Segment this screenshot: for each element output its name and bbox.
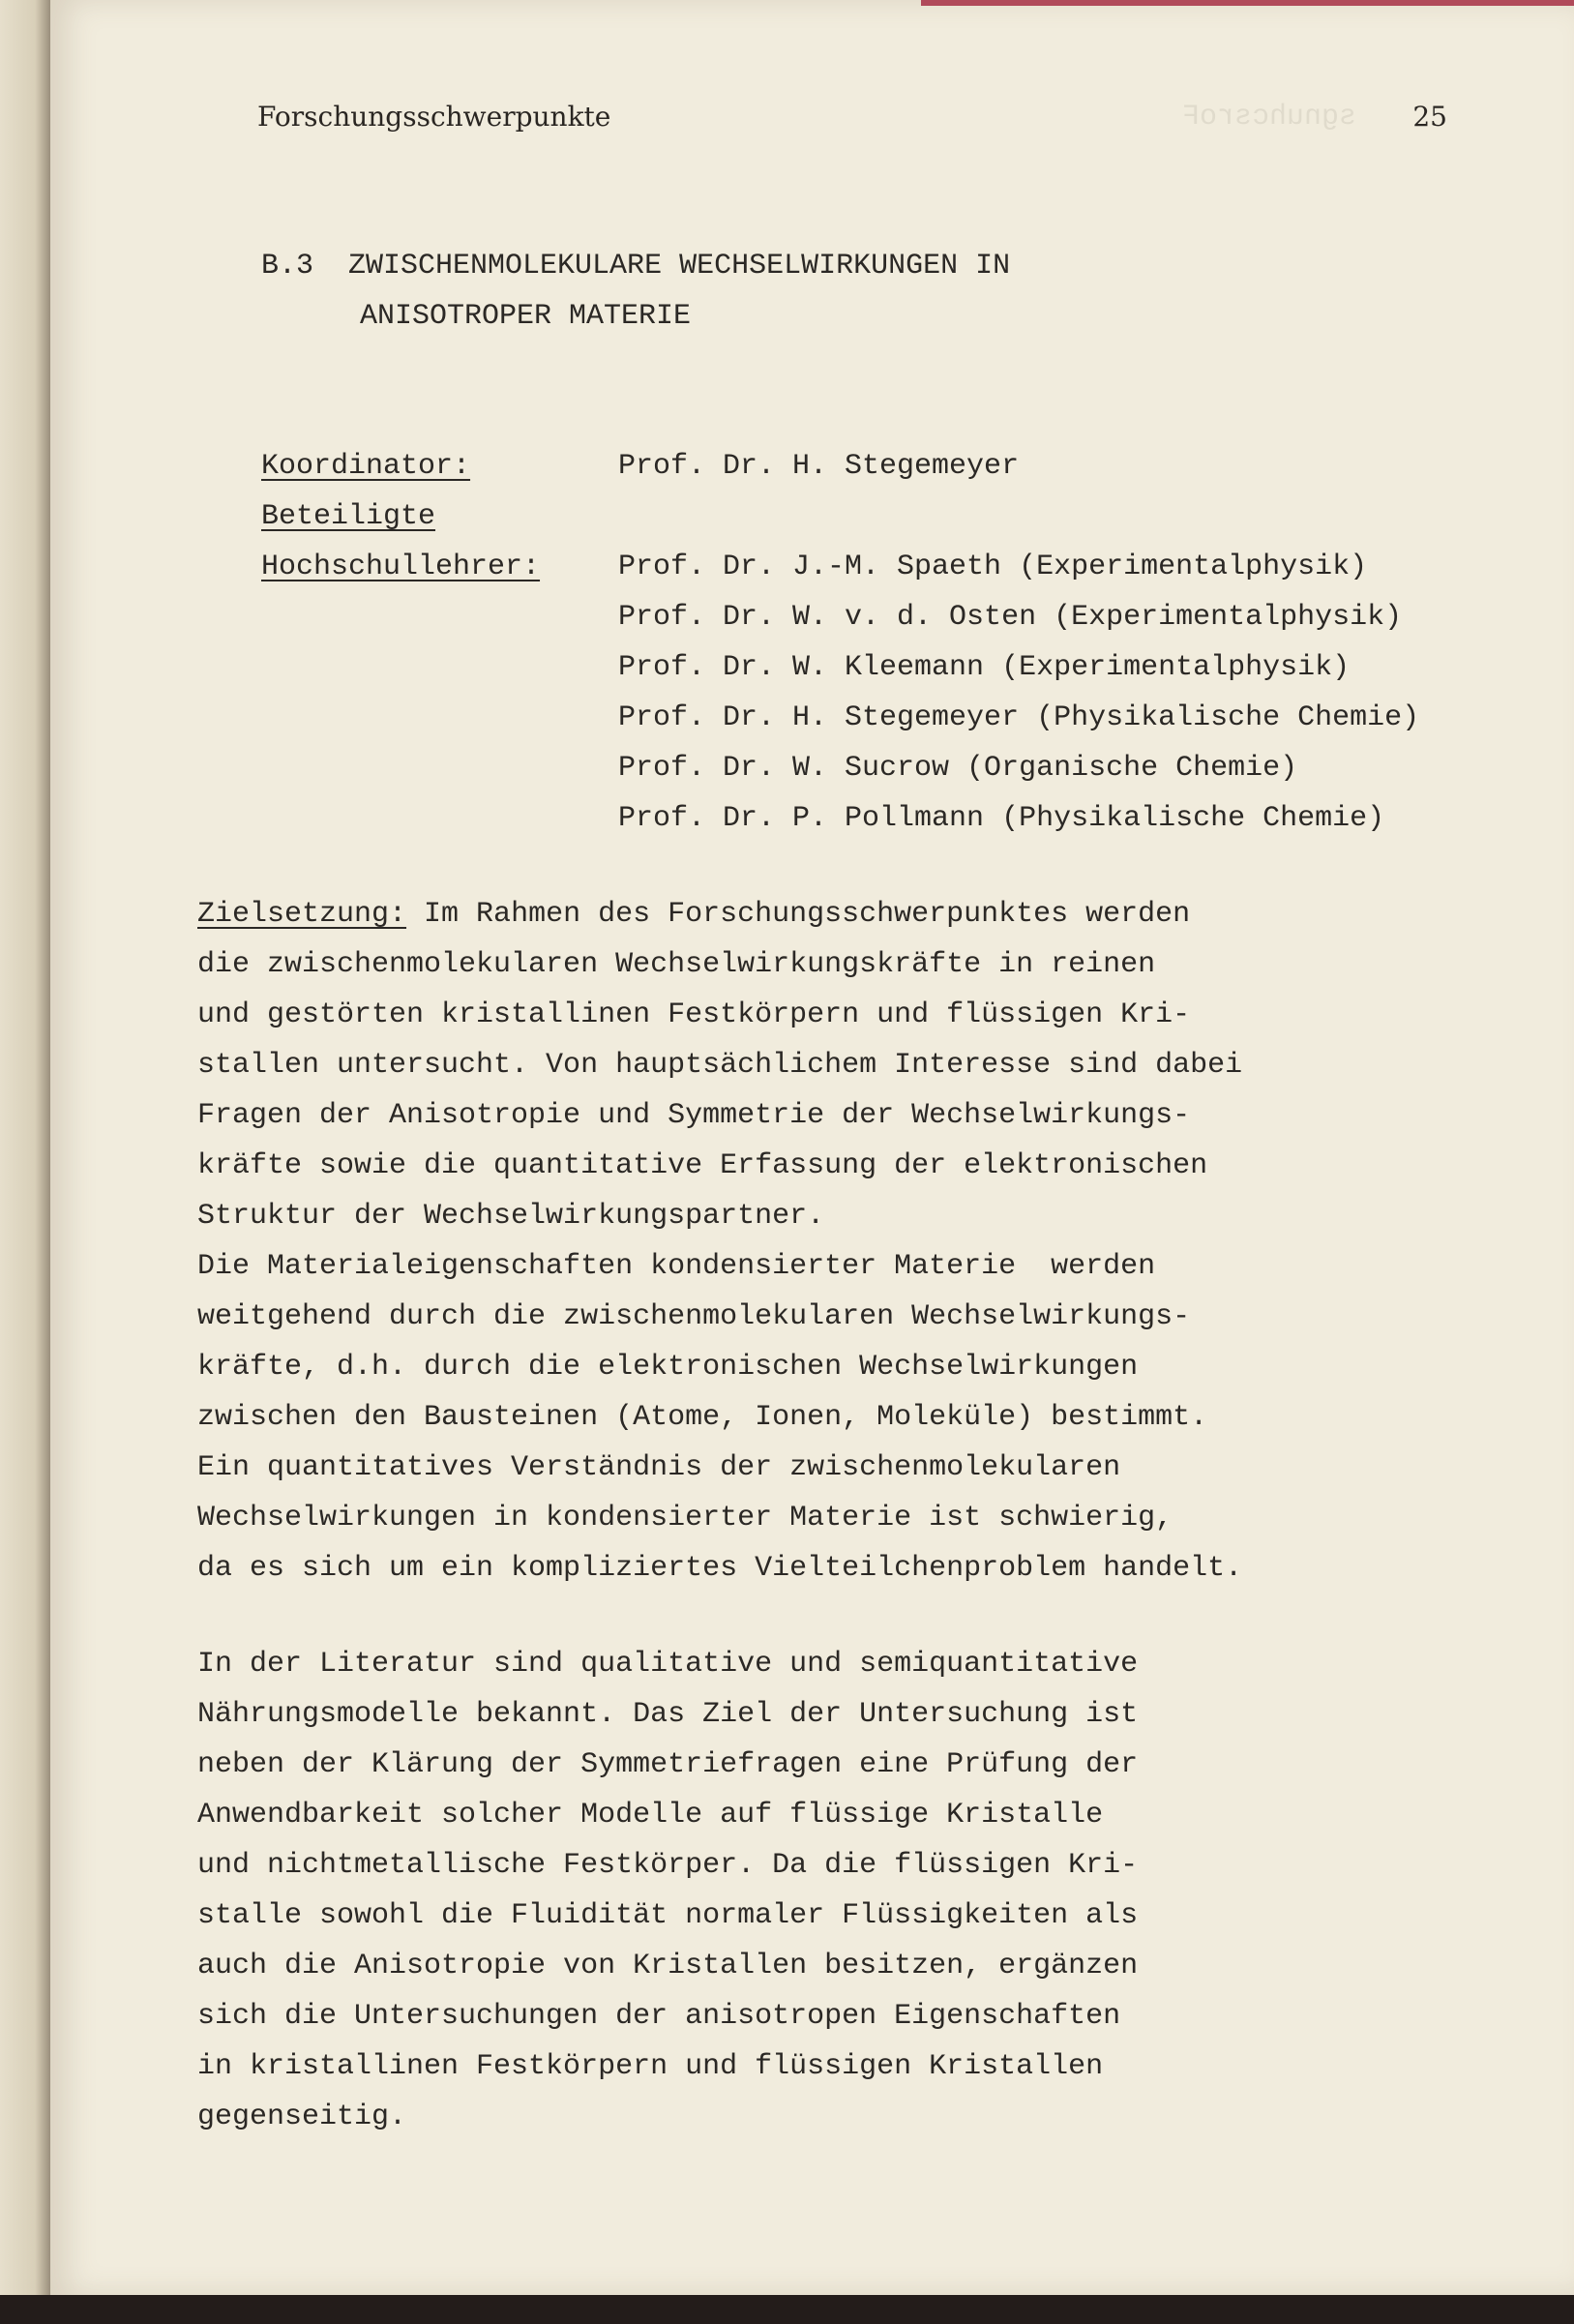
- paragraph-2-line-9: in kristallinen Festkörpern und flüssigen Kristallen: [197, 2050, 1104, 2083]
- paragraph-1-line-9: weitgehend durch die zwischenmolekularen Wechselwirkungs-: [197, 1300, 1191, 1333]
- paragraph-1-line-12: Ein quantitatives Verständnis der zwischenmolekularen: [197, 1451, 1121, 1484]
- paragraph-1-line-6: kräfte sowie die quantitative Erfassung der elektronischen: [197, 1149, 1208, 1182]
- page-top-edge: [921, 0, 1574, 6]
- participants-label-line-2: Hochschullehrer:: [261, 551, 541, 583]
- paragraph-1-line-13: Wechselwirkungen in kondensierter Materie ist schwierig,: [197, 1502, 1173, 1534]
- paragraph-2-line-3: neben der Klärung der Symmetriefragen eine Prüfung der: [197, 1748, 1139, 1781]
- paragraph-2-line-10: gegenseitig.: [197, 2101, 407, 2133]
- paragraph-1-line-14: da es sich um ein kompliziertes Vielteilchenproblem handelt.: [197, 1552, 1243, 1585]
- paragraph-1-line-2: die zwischenmolekularen Wechselwirkungskräfte in reinen: [197, 948, 1156, 981]
- paragraph-2-line-6: stalle sowohl die Fluidität normaler Flüssigkeiten als: [197, 1899, 1139, 1932]
- book-binding-edge: [0, 0, 50, 2295]
- section-heading-line-1: B.3 ZWISCHENMOLEKULARE WECHSELWIRKUNGEN IN: [261, 250, 1011, 283]
- paragraph-1-line-1: [197, 898, 1190, 931]
- participant-5: Prof. Dr. W. Sucrow (Organische Chemie): [618, 752, 1298, 785]
- section-heading-line-2: ANISOTROPER MATERIE: [360, 300, 692, 333]
- paragraph-2-line-5: und nichtmetallische Festkörper. Da die flüssigen Kri-: [197, 1849, 1139, 1882]
- scan-bottom-border: [0, 2295, 1574, 2324]
- paragraph-1-line-1-text: Im Rahmen des Forschungsschwerpunktes werden: [406, 898, 1191, 931]
- paragraph-1-line-3: und gestörten kristallinen Festkörpern und flüssigen Kri-: [197, 998, 1191, 1031]
- running-header-title: Forschungsschwerpunkte: [257, 101, 611, 133]
- paragraph-1-line-5: Fragen der Anisotropie und Symmetrie der Wechselwirkungs-: [197, 1099, 1191, 1132]
- book-page: [50, 0, 1574, 2295]
- paragraph-1-line-4: stallen untersucht. Von hauptsächlichem Interesse sind dabei: [197, 1049, 1243, 1082]
- participant-4: Prof. Dr. H. Stegemeyer (Physikalische Chemie): [618, 701, 1420, 734]
- paragraph-2-line-1: In der Literatur sind qualitative und semiquantitative: [197, 1648, 1139, 1681]
- paragraph-1-line-11: zwischen den Bausteinen (Atome, Ionen, Moleküle) bestimmt.: [197, 1401, 1208, 1434]
- participant-1: Prof. Dr. J.-M. Spaeth (Experimentalphysik): [618, 551, 1368, 583]
- paragraph-2-line-8: sich die Untersuchungen der anisotropen Eigenschaften: [197, 2000, 1121, 2033]
- paragraph-1-line-10: kräfte, d.h. durch die elektronischen Wechselwirkungen: [197, 1351, 1139, 1384]
- paragraph-2-line-2: Nährungsmodelle bekannt. Das Ziel der Untersuchung ist: [197, 1698, 1139, 1731]
- paragraph-1-line-7: Struktur der Wechselwirkungspartner.: [197, 1200, 825, 1233]
- goal-label: Zielsetzung:: [197, 898, 407, 931]
- participants-label-line-1: Beteiligte: [261, 500, 436, 533]
- paragraph-2-line-4: Anwendbarkeit solcher Modelle auf flüssige Kristalle: [197, 1799, 1104, 1832]
- participant-3: Prof. Dr. W. Kleemann (Experimentalphysik): [618, 651, 1351, 684]
- page-number: 25: [1412, 101, 1447, 133]
- paragraph-1-line-8: Die Materialeigenschaften kondensierter Materie werden: [197, 1250, 1156, 1283]
- bleed-through-text: sgnuhcsroF: [1182, 101, 1357, 134]
- coordinator-name: Prof. Dr. H. Stegemeyer: [618, 450, 1020, 483]
- coordinator-label: Koordinator:: [261, 450, 471, 483]
- participant-6: Prof. Dr. P. Pollmann (Physikalische Chemie): [618, 802, 1385, 835]
- participant-2: Prof. Dr. W. v. d. Osten (Experimentalphysik): [618, 601, 1403, 634]
- paragraph-2-line-7: auch die Anisotropie von Kristallen besitzen, ergänzen: [197, 1950, 1139, 1982]
